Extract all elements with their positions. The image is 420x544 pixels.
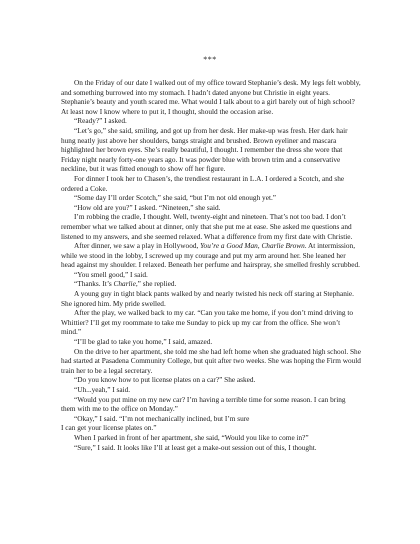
paragraph [61, 126, 361, 174]
body-text [61, 78, 361, 452]
paragraph [61, 395, 361, 414]
text-run: “Thanks. It’s [74, 279, 114, 289]
text-run: When I parked in front of her apartment, she said, “Would you like to come in?” [74, 432, 309, 442]
italic-title: Charlie [113, 279, 136, 289]
text-run: On the drive to her apartment, she told me she had left home when she graduated high school. She had started at Pasadena Community College, but quit after two weeks. She was hoping the Firm would train her to be a legal secretary. [61, 346, 361, 375]
paragraph [61, 78, 361, 116]
paragraph [61, 443, 361, 453]
text-run: After the play, we walked back to my car. “Can you take me home, if you don’t mind driving to Whittier? I’ll get my roommate to take me Sunday to pick up my car from the office. She won’t mind.” [61, 308, 354, 337]
paragraph [61, 241, 361, 270]
paragraph [61, 347, 361, 376]
text-run: After dinner, we saw a play in Hollywood, [74, 241, 201, 251]
paragraph [61, 385, 361, 395]
text-run: I can get your license plates on.” [61, 423, 157, 433]
paragraph [61, 203, 361, 213]
section-separator: *** [203, 55, 217, 64]
italic-title: You’re a Good Man, Charlie Brown [200, 241, 305, 251]
text-run: “I’ll be glad to take you home,” I said, amazed. [74, 337, 213, 347]
text-run: . At intermission, while we stood in the lobby, I screwed up my courage and put my arm around her. She leaned her head against my shoulder. I relaxed. Beneath her perfume and hairspray, she smelled freshly scrubbed. [61, 241, 361, 270]
text-run: For dinner I took her to Chasen’s, the trendiest restaurant in L.A. I ordered a Scotch, and she ordered a Coke. [61, 173, 345, 193]
paragraph [61, 308, 361, 337]
text-run: On the Friday of our date I walked out of my office toward Stephanie’s desk. My legs felt wobbly, and something burrowed into my stomach. I hadn’t dated anyone but Christie in eight years. Stephanie’s beauty and youth scared me. What would I talk about to a girl barely out of high school? At least now I know where to put it, I thought, should the occasion arise. [61, 78, 361, 116]
paragraph [61, 212, 361, 241]
paragraph [61, 433, 361, 443]
paragraph [61, 337, 361, 347]
text-run: “Uh...yeah,” I said. [74, 385, 131, 394]
paragraph [61, 279, 361, 289]
text-run: “Do you know how to put license plates on a car?” She asked. [74, 375, 256, 385]
text-run: A young guy in tight black pants walked by and nearly twisted his neck off staring at Stephanie. She ignored him. My pride swelled. [61, 289, 354, 308]
paragraph [61, 375, 361, 385]
paragraph [61, 116, 361, 126]
text-run: “Ready?” I asked. [74, 116, 127, 126]
text-run: ,” she replied. [135, 279, 177, 289]
text-run: “Some day I’ll order Scotch,” she said, “but I’m not old enough yet.” [74, 193, 277, 203]
paragraph [61, 289, 361, 308]
text-run: “You smell good,” I said. [74, 269, 148, 279]
text-run: “How old are you?” I asked. “Nineteen,” she said. [74, 202, 221, 212]
paragraph [61, 423, 361, 433]
paragraph [61, 414, 361, 424]
text-run: “Okay,” I said. “I’m not mechanically inclined, but I’m sure [74, 413, 250, 423]
text-run: “Sure,” I said. It looks like I’ll at least get a make-out session out of this, I thought. [74, 442, 317, 452]
paragraph [61, 174, 361, 193]
text-run: “Let’s go,” she said, smiling, and got up from her desk. Her make-up was fresh. Her dark hair hung neatly just above her shoulders, bangs straight and brushed. Brown eyeliner and mascara highlighted her brown eyes. She’s really beautiful, I thought. I remember the dress she wore that Friday night nearly forty-one years ago. It was powder blue with brown trim and a conservative neckline, but it was fitted enough to show off her figure. [61, 125, 348, 174]
paragraph [61, 270, 361, 280]
text-run: “Would you put mine on my new car? I’m having a terrible time for some reason. I can bring them with me to the office on Monday.” [61, 394, 346, 414]
paragraph [61, 193, 361, 203]
text-run: I’m robbing the cradle, I thought. Well, twenty-eight and nineteen. That’s not too bad. I don’t remember what we talked about at dinner, only that she put me at ease. She asked me questions and listened to my answers, and she seemed relaxed. What a difference from my first date with Christie. [61, 212, 353, 241]
